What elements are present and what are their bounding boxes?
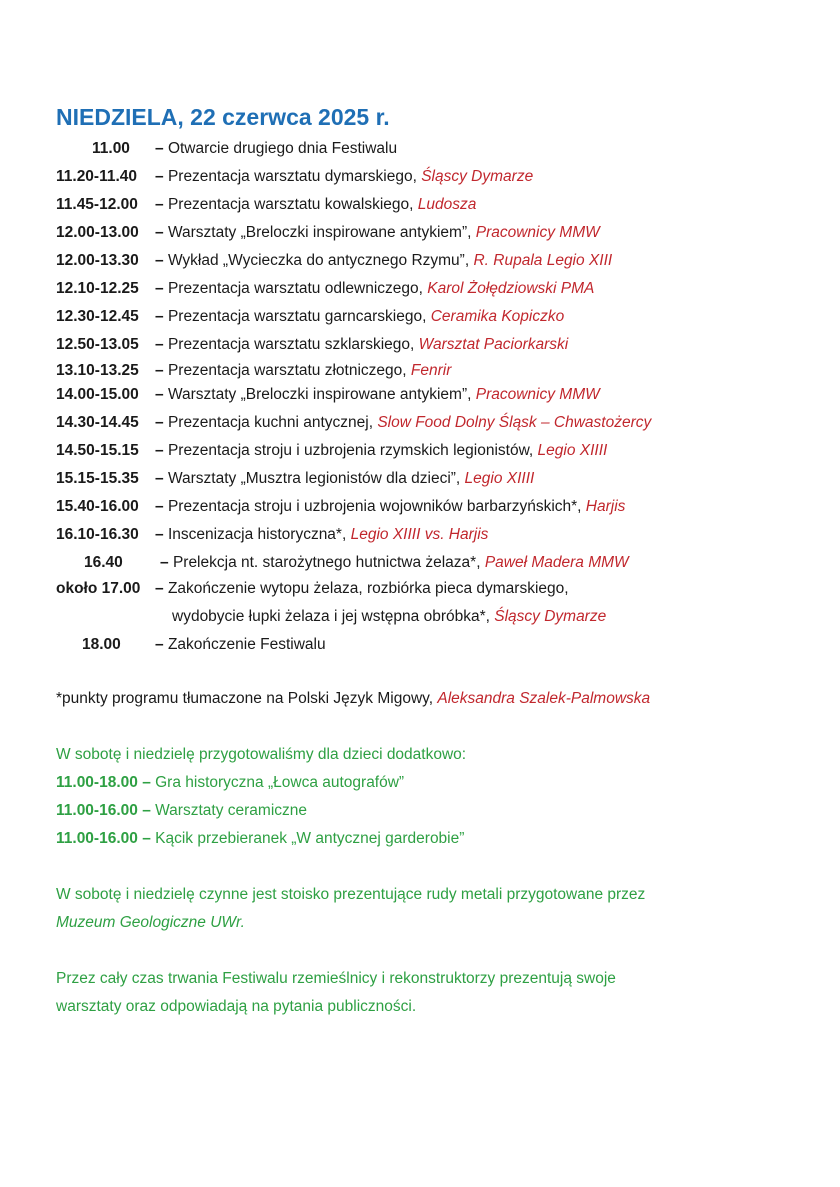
schedule-time: 14.30-14.45 (56, 414, 139, 431)
schedule-time: 16.10-16.30 (56, 526, 139, 543)
kids-intro: W sobotę i niedzielę przygotowaliśmy dla dzieci dodatkowo: (56, 746, 467, 763)
schedule-description: – Prezentacja warsztatu dymarskiego, Śląscy Dymarze (155, 168, 534, 185)
kids-item-time: 11.00-16.00 – (56, 830, 151, 847)
schedule-time: 14.00-15.00 (56, 386, 139, 403)
kids-item-time: 11.00-16.00 – (56, 802, 151, 819)
performer-name: Pracownicy MMW (475, 224, 600, 241)
schedule-description: – Warsztaty „Breloczki inspirowane antykiem”, Pracownicy MMW (155, 386, 600, 403)
performer-name: Fenrir (410, 362, 452, 379)
sign-language-note: *punkty programu tłumaczone na Polski Język Migowy, Aleksandra Szalek-Palmowska (56, 690, 651, 707)
kids-item-description: Gra historyczna „Łowca autografów” (155, 774, 405, 791)
performer-name: R. Rupala Legio XIII (473, 252, 613, 269)
kids-item-description: Warsztaty ceramiczne (155, 802, 307, 819)
kids-item-time: 11.00-18.00 – (56, 774, 151, 791)
schedule-time: 12.10-12.25 (56, 280, 139, 297)
performer-name: Pracownicy MMW (475, 386, 600, 403)
schedule-time: 15.15-15.35 (56, 470, 139, 487)
schedule-time: 12.50-13.05 (56, 336, 139, 353)
schedule-time: 15.40-16.00 (56, 498, 139, 515)
performer-name: Warsztat Paciorkarski (418, 336, 569, 353)
performer-name: Legio XIIII (464, 470, 535, 487)
performer-name: Śląscy Dymarze (494, 608, 607, 625)
schedule-description: – Otwarcie drugiego dnia Festiwalu (155, 140, 398, 157)
schedule-description: – Prezentacja stroju i uzbrojenia wojowników barbarzyńskich*, Harjis (155, 498, 626, 515)
schedule-description: – Prezentacja warsztatu odlewniczego, Karol Żołędziowski PMA (155, 280, 595, 297)
schedule-time: 12.00-13.00 (56, 224, 139, 241)
kids-item (56, 828, 464, 850)
schedule-time: 12.00-13.30 (56, 252, 139, 269)
schedule-description: – Prezentacja warsztatu garncarskiego, Ceramika Kopiczko (155, 308, 565, 325)
performer-name: Legio XIIII vs. Harjis (350, 526, 489, 543)
kids-item-description: Kącik przebieranek „W antycznej garderobie” (155, 830, 465, 847)
schedule-time: 11.20-11.40 (56, 168, 138, 185)
schedule-description: – Prezentacja kuchni antycznej, Slow Food Dolny Śląsk – Chwastożercy (155, 414, 652, 431)
geology-note-line1: W sobotę i niedzielę czynne jest stoisko prezentujące rudy metali przygotowane przez (56, 886, 646, 903)
performer-name: Ludosza (417, 196, 477, 213)
schedule-description: – Warsztaty „Breloczki inspirowane antykiem”, Pracownicy MMW (155, 224, 600, 241)
schedule-time: 12.30-12.45 (56, 308, 139, 325)
closing-note-line2: warsztaty oraz odpowiadają na pytania publiczności. (56, 998, 417, 1015)
kids-item (56, 772, 404, 794)
schedule-time: 11.45-12.00 (56, 196, 138, 213)
schedule-description: – Prezentacja warsztatu złotniczego, Fenrir (155, 362, 452, 379)
interpreter-name: Aleksandra Szalek-Palmowska (437, 690, 651, 707)
schedule-description: – Zakończenie wytopu żelaza, rozbiórka pieca dymarskiego, (155, 580, 569, 597)
performer-name: Ceramika Kopiczko (430, 308, 565, 325)
schedule-description: – Warsztaty „Musztra legionistów dla dzieci”, Legio XIIII (155, 470, 535, 487)
performer-name: Karol Żołędziowski PMA (427, 280, 595, 297)
performer-name: Legio XIIII (537, 442, 608, 459)
schedule-description: – Prezentacja warsztatu kowalskiego, Ludosza (155, 196, 477, 213)
schedule-time: około 17.00 (56, 580, 141, 597)
schedule-description: – Zakończenie Festiwalu (155, 636, 326, 653)
schedule-time: 16.40 (84, 554, 123, 571)
schedule-description: – Prelekcja nt. starożytnego hutnictwa żelaza*, Paweł Madera MMW (160, 554, 629, 571)
performer-name: Harjis (585, 498, 626, 515)
kids-item (56, 800, 307, 822)
schedule-description: – Inscenizacja historyczna*, Legio XIIII vs. Harjis (155, 526, 489, 543)
schedule-continuation: wydobycie łupki żelaza i jej wstępna obróbka*, Śląscy Dymarze (172, 608, 607, 625)
schedule-description: – Wykład „Wycieczka do antycznego Rzymu”, R. Rupala Legio XIII (155, 252, 613, 269)
performer-name: Śląscy Dymarze (421, 168, 534, 185)
schedule-time: 13.10-13.25 (56, 362, 139, 379)
closing-note-line1: Przez cały czas trwania Festiwalu rzemieślnicy i rekonstruktorzy prezentują swoje (56, 970, 616, 987)
performer-name: Paweł Madera MMW (484, 554, 629, 571)
schedule-description: – Prezentacja warsztatu szklarskiego, Warsztat Paciorkarski (155, 336, 569, 353)
schedule-time: 18.00 (82, 636, 121, 653)
schedule-time: 14.50-15.15 (56, 442, 139, 459)
schedule-description: – Prezentacja stroju i uzbrojenia rzymskich legionistów, Legio XIIII (155, 442, 608, 459)
geology-note-line2: Muzeum Geologiczne UWr. (56, 914, 245, 931)
schedule-time: 11.00 (92, 140, 130, 157)
day-heading: NIEDZIELA, 22 czerwca 2025 r. (56, 104, 390, 130)
performer-name: Slow Food Dolny Śląsk – Chwastożercy (377, 414, 652, 431)
